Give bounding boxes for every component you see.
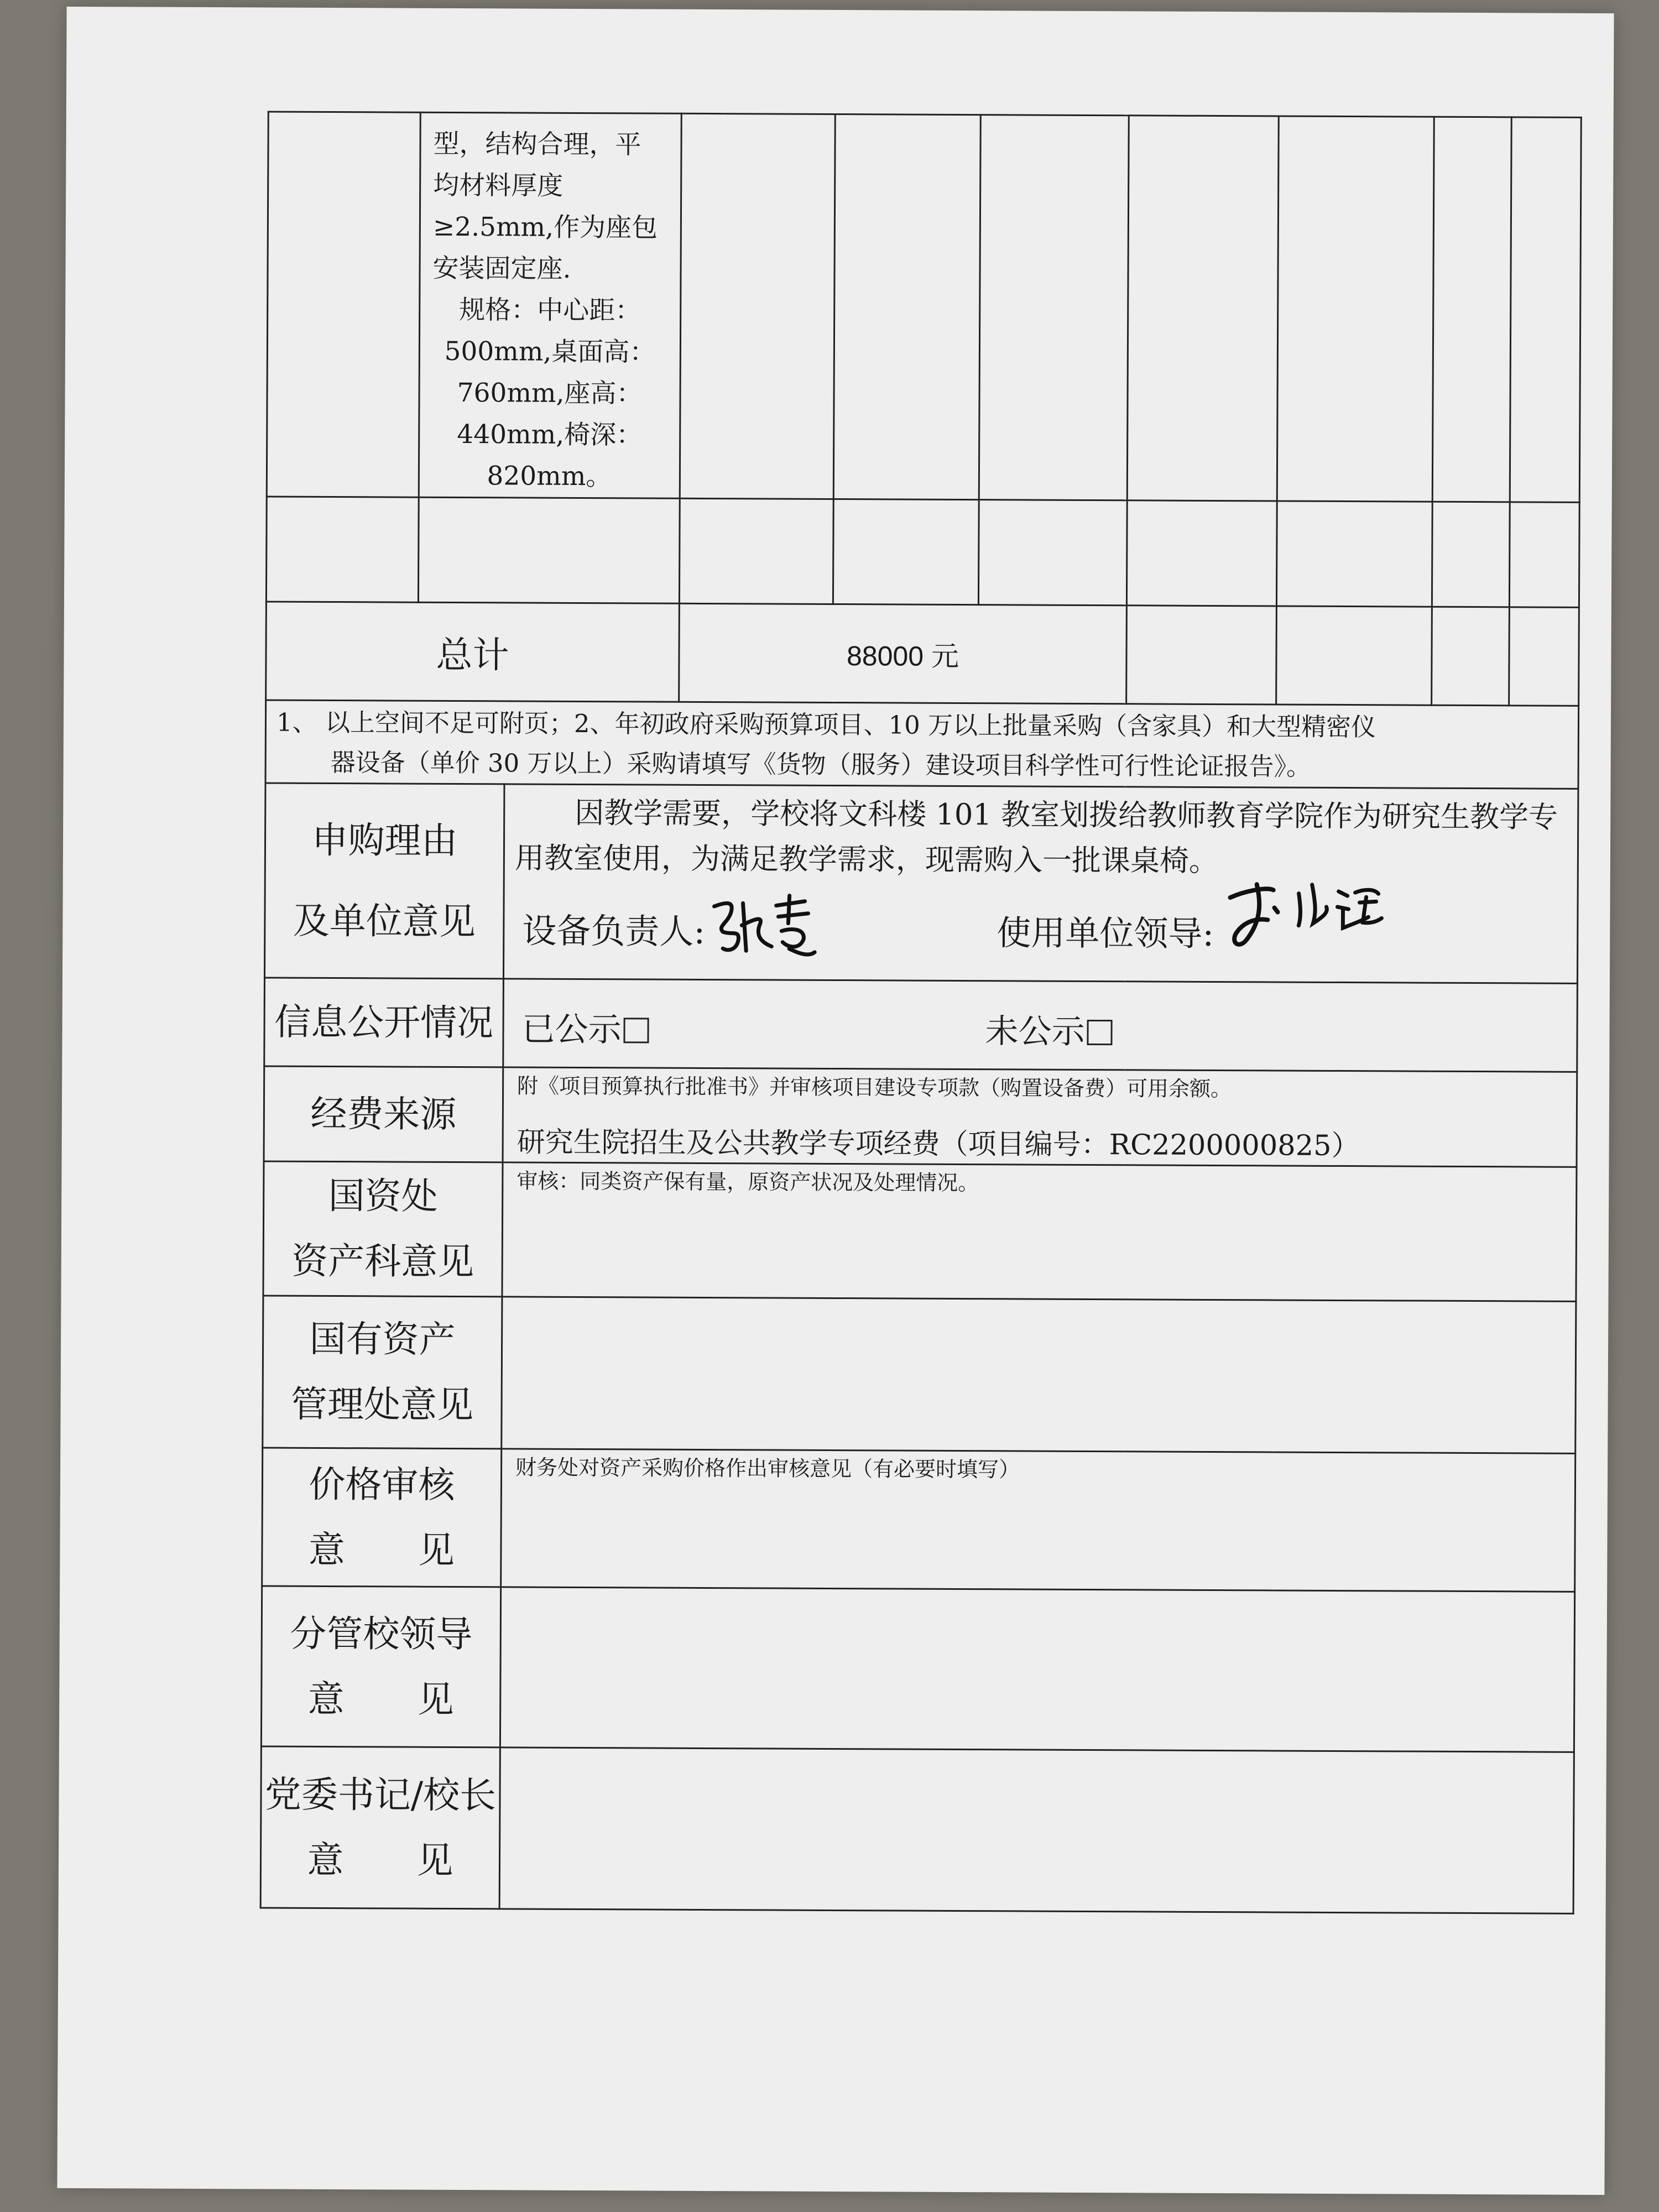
- spec-line: 型，结构合理，平: [433, 128, 641, 160]
- vice-leader-label: [261, 1586, 500, 1747]
- item-cell-brand: [1277, 116, 1434, 502]
- empty-cell: [1432, 502, 1510, 607]
- spec-line: 500mm,桌面高：: [444, 336, 656, 368]
- state-asset-label: [263, 1296, 502, 1449]
- price-review-row: [262, 1448, 1575, 1592]
- secretary-row: [260, 1746, 1574, 1913]
- spec-cell: [419, 112, 681, 498]
- funding-note: 附《项目预算执行批准书》并审核项目建设专项款（购置设备费）可用余额。: [517, 1073, 1232, 1102]
- item-cell-extra2: [1510, 117, 1581, 503]
- state-asset-label-line2: 管理处意见: [290, 1383, 474, 1427]
- disclosure-row: [264, 978, 1578, 1072]
- total-value: 88000 元: [679, 603, 1127, 704]
- reason-label-line2: 及单位意见: [293, 899, 476, 943]
- empty-cell: [978, 500, 1127, 606]
- total-label: 总计: [266, 602, 680, 702]
- funding-row: [264, 1066, 1577, 1167]
- asset-label-line1: 国资处: [328, 1174, 438, 1218]
- spec-line: 440mm,椅深：: [457, 419, 643, 451]
- equipment-manager-signature: [706, 884, 823, 962]
- procurement-form: [260, 111, 1558, 1914]
- note-line-2: 器设备（单价 30 万以上）采购请填写《货物（服务）建设项目科学性可行性论证报告》。: [330, 747, 1312, 781]
- spec-line: 安装固定座.: [432, 253, 571, 284]
- disclosure-label: 信息公开情况: [264, 978, 504, 1067]
- asset-label: [263, 1161, 503, 1297]
- total-row: [266, 602, 1579, 706]
- asset-label-line2: 资产科意见: [291, 1239, 474, 1284]
- equipment-manager-label: 设备负责人:: [522, 910, 706, 952]
- spec-line: ≥2.5mm,作为座包: [432, 211, 658, 243]
- empty-cell: [1509, 502, 1579, 608]
- item-cell-amount: [1127, 116, 1279, 501]
- price-review-label-line2: 意 见: [308, 1528, 455, 1572]
- item-cell-extra1: [1432, 117, 1511, 502]
- total-cell-blank: [1276, 606, 1432, 705]
- empty-cell: [1276, 501, 1432, 607]
- reason-content: [503, 784, 1578, 983]
- empty-cell: [418, 497, 680, 603]
- vice-leader-opinion[interactable]: [500, 1587, 1574, 1752]
- empty-cell: [679, 498, 833, 604]
- spec-line: 均材料厚度: [433, 170, 564, 201]
- state-asset-opinion[interactable]: [502, 1297, 1576, 1453]
- spec-line: 760mm,座高：: [457, 378, 643, 409]
- vice-leader-label-line2: 意 见: [307, 1677, 454, 1721]
- empty-cell: [833, 499, 979, 604]
- item-row: [267, 112, 1581, 502]
- total-cell-blank: [1509, 607, 1579, 706]
- item-cell-index: [267, 112, 420, 497]
- reason-label-line1: 申购理由: [311, 818, 458, 862]
- vice-leader-row: [261, 1586, 1574, 1752]
- unpublished-checkbox[interactable]: [1087, 1020, 1112, 1045]
- asset-row: [263, 1161, 1577, 1301]
- funding-content: [503, 1067, 1577, 1167]
- vice-leader-label-line1: 分管校领导: [290, 1612, 473, 1656]
- secretary-label-line1: 党委书记/校长: [264, 1773, 497, 1817]
- unpublished-label: 未公示: [985, 1012, 1085, 1051]
- empty-cell: [1126, 500, 1277, 606]
- empty-row: [266, 497, 1579, 607]
- reason-label: [264, 783, 504, 979]
- spec-line: 820mm。: [487, 461, 612, 492]
- asset-opinion[interactable]: [502, 1162, 1577, 1301]
- secretary-label-line2: 意 见: [307, 1838, 453, 1882]
- note-line-1: 1、 以上空间不足可附页；2、年初政府采购预算项目、10 万以上批量采购（含家具）和大型精密仪: [276, 707, 1376, 742]
- signature-row: [504, 881, 1577, 957]
- unit-leader-label: 使用单位领导:: [997, 912, 1214, 954]
- form-table: [260, 111, 1582, 1914]
- price-review-label: [262, 1448, 502, 1587]
- state-asset-label-line1: 国有资产: [309, 1317, 456, 1361]
- note-cell: [265, 700, 1579, 789]
- total-cell-blank: [1126, 606, 1277, 705]
- state-asset-row: [263, 1296, 1576, 1453]
- item-cell-price: [979, 115, 1129, 500]
- note-row: [265, 700, 1579, 789]
- price-review-note: 财务处对资产采购价格作出审核意见（有必要时填写）: [515, 1455, 1020, 1482]
- unpublished-option[interactable]: [985, 1005, 1112, 1053]
- disclosure-content: [503, 979, 1578, 1072]
- secretary-label: [260, 1746, 500, 1909]
- spec-line: 规格：中心距：: [459, 295, 641, 326]
- secretary-opinion[interactable]: [499, 1747, 1574, 1913]
- published-checkbox[interactable]: [623, 1018, 649, 1043]
- funding-label: 经费来源: [264, 1066, 503, 1162]
- published-label: 已公示: [521, 1010, 622, 1050]
- published-option[interactable]: [521, 1003, 649, 1051]
- funding-source: 研究生院招生及公共教学专项经费（项目编号：RC2200000825）: [517, 1126, 1360, 1163]
- item-cell-unit: [680, 113, 835, 499]
- price-review-opinion[interactable]: [501, 1449, 1575, 1592]
- price-review-label-line1: 价格审核: [309, 1463, 455, 1506]
- unit-leader-signature: [1218, 862, 1384, 957]
- form-paper: [57, 7, 1614, 2195]
- reason-row: [264, 783, 1578, 983]
- reason-text: 因教学需要，学校将文科楼 101 教室划拨给教师教育学院作为研究生教学专用教室使用，为满足教学需求，现需购入一批课桌椅。: [514, 796, 1558, 879]
- asset-note: 审核：同类资产保有量，原资产状况及处理情况。: [517, 1168, 979, 1196]
- item-cell-qty: [833, 114, 980, 499]
- empty-cell: [266, 497, 419, 602]
- total-cell-blank: [1432, 607, 1510, 706]
